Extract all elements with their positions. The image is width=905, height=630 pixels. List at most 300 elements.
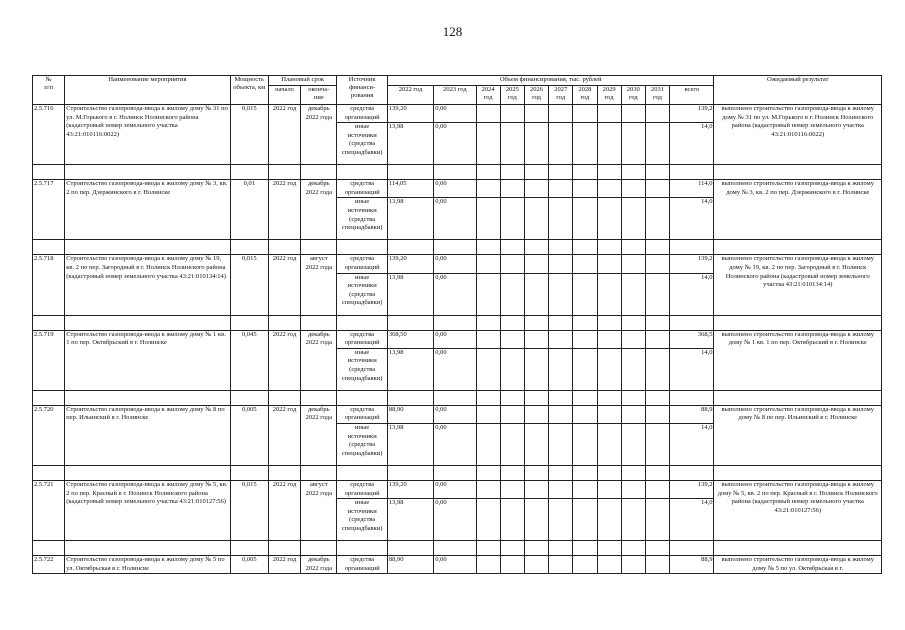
amount-empty [524,198,548,240]
end-date: декабрь 2022 года [301,105,337,165]
amount-empty [597,556,621,574]
amount-empty [597,198,621,240]
amount-empty [645,556,669,574]
amount-empty [500,273,524,315]
amount-2023: 0,00 [434,499,476,541]
spacer-cell [337,315,387,330]
funding-source: средства организаций [337,255,387,273]
spacer-cell [714,465,882,480]
spacer-cell [434,315,476,330]
header-end: оконча- ние [301,86,337,105]
amount-empty [500,123,524,165]
spacer-cell [500,465,524,480]
amount-empty [573,499,597,541]
spacer-cell [524,390,548,405]
spacer-cell [573,390,597,405]
spacer-cell [500,390,524,405]
amount-2023: 0,00 [434,180,476,198]
amount-empty [500,198,524,240]
amount-empty [549,180,573,198]
amount-empty [524,556,548,574]
amount-empty [621,198,645,240]
capacity-value: 0,01 [230,180,268,240]
amount-total: 139,2 [670,255,714,273]
amount-empty [524,255,548,273]
table-row [33,405,882,423]
spacer-cell [597,315,621,330]
spacer-cell [621,465,645,480]
amount-empty [645,348,669,390]
spacer-cell [476,240,500,255]
amount-total: 14,0 [670,348,714,390]
row-number: 2.5.716 [33,105,65,165]
start-date: 2022 год [268,255,300,315]
row-number: 2.5.721 [33,480,65,540]
spacer-row [33,465,882,480]
amount-empty [500,405,524,423]
amount-empty [645,273,669,315]
amount-total: 139,2 [670,480,714,498]
expected-result: выполнено строительство газопровода-ввода к жилому дому № 5 по ул. Октябрьская в г. [714,556,882,574]
amount-total: 88,9 [670,556,714,574]
expected-result: выполнено строительство газопровода-ввода к жилому дому № 31 по ул. М.Горького в г. Нолинск Нолинского района (кадастровый номер земельного участка 43:21:010116:0022) [714,105,882,165]
amount-empty [645,180,669,198]
amount-empty [500,348,524,390]
funding-table [32,75,882,574]
amount-empty [621,499,645,541]
spacer-cell [597,465,621,480]
capacity-value: 0,045 [230,330,268,390]
funding-source: средства организаций [337,405,387,423]
spacer-cell [476,541,500,556]
spacer-cell [337,390,387,405]
amount-empty [549,480,573,498]
spacer-cell [387,390,433,405]
amount-empty [597,423,621,465]
table-header [33,76,882,105]
header-source: Источник финанси- рования [337,76,387,105]
measure-name: Строительство газопровода-ввода к жилому дому № 5 по ул. Октябрьская в г. Нолинске [65,556,230,574]
amount-empty [621,405,645,423]
end-date: август 2022 года [301,480,337,540]
funding-source: средства организаций [337,105,387,123]
measure-name: Строительство газопровода-ввода к жилому дому № 3, кв. 2 по пер. Дзержинского в г. Нолинске [65,180,230,240]
amount-empty [524,405,548,423]
spacer-cell [714,315,882,330]
amount-empty [573,180,597,198]
amount-empty [476,198,500,240]
header-num: № п/п [33,76,65,105]
start-date: 2022 год [268,556,300,574]
amount-total: 88,9 [670,405,714,423]
amount-empty [573,255,597,273]
amount-empty [549,198,573,240]
amount-empty [500,180,524,198]
expected-result: выполнено строительство газопровода-ввода к жилому дому № 1 кв. 1 по пер. Октябрьский в г. Нолинске [714,330,882,390]
funding-source: средства организаций [337,556,387,574]
start-date: 2022 год [268,105,300,165]
amount-2023: 0,00 [434,123,476,165]
amount-empty [549,105,573,123]
spacer-cell [268,315,300,330]
amount-empty [645,198,669,240]
measure-name: Строительство газопровода-ввода к жилому дому № 5, кв. 2 по пер. Красный в г. Нолинск Нолинского района (кадастровый номер земельного участка 43:21:010127:56) [65,480,230,540]
row-number: 2.5.719 [33,330,65,390]
spacer-cell [268,390,300,405]
amount-empty [476,330,500,348]
amount-empty [549,423,573,465]
spacer-cell [670,465,714,480]
spacer-cell [645,315,669,330]
amount-empty [476,405,500,423]
amount-empty [621,330,645,348]
spacer-cell [434,390,476,405]
amount-empty [597,348,621,390]
spacer-cell [33,465,65,480]
header-year: 2031 год [645,86,669,105]
amount-2022: 13,98 [387,123,433,165]
amount-2022: 13,98 [387,348,433,390]
amount-total: 114,0 [670,180,714,198]
amount-empty [645,499,669,541]
spacer-cell [573,541,597,556]
spacer-cell [301,240,337,255]
spacer-cell [301,465,337,480]
spacer-cell [597,541,621,556]
header-year: 2027 год [549,86,573,105]
expected-result: выполнено строительство газопровода-ввода к жилому дому № 19, кв. 2 по пер. Загородный в г. Нолинск Нолинского района (кадастровый номер земельного участка 43:21:010134:14) [714,255,882,315]
amount-empty [621,123,645,165]
amount-empty [597,180,621,198]
header-total: всего [670,86,714,105]
amount-empty [524,180,548,198]
amount-empty [621,556,645,574]
end-date: декабрь 2022 года [301,180,337,240]
page-number: 128 [442,24,463,39]
table-row [33,556,882,574]
spacer-cell [645,165,669,180]
spacer-cell [301,390,337,405]
spacer-cell [33,390,65,405]
amount-empty [476,255,500,273]
amount-2022: 139,20 [387,105,433,123]
amount-empty [621,105,645,123]
spacer-cell [621,541,645,556]
amount-total: 14,0 [670,198,714,240]
spacer-cell [434,240,476,255]
spacer-row [33,240,882,255]
amount-empty [500,480,524,498]
row-number: 2.5.722 [33,556,65,574]
table-row [33,105,882,123]
start-date: 2022 год [268,480,300,540]
amount-empty [524,105,548,123]
funding-source: средства организаций [337,180,387,198]
amount-empty [500,330,524,348]
spacer-cell [714,541,882,556]
amount-empty [573,198,597,240]
amount-2022: 13,98 [387,198,433,240]
row-number: 2.5.717 [33,180,65,240]
spacer-cell [301,315,337,330]
start-date: 2022 год [268,180,300,240]
amount-empty [621,255,645,273]
spacer-cell [500,165,524,180]
header-name: Наименование мероприятия [65,76,230,105]
amount-2023: 0,00 [434,556,476,574]
measure-name: Строительство газопровода-ввода к жилому дому № 8 по пер. Ильинский в г. Нолинске [65,405,230,465]
amount-2023: 0,00 [434,480,476,498]
spacer-cell [337,165,387,180]
amount-empty [621,480,645,498]
amount-empty [476,480,500,498]
amount-empty [597,330,621,348]
spacer-cell [670,165,714,180]
amount-empty [573,273,597,315]
spacer-cell [65,165,230,180]
spacer-cell [714,390,882,405]
capacity-value: 0,005 [230,556,268,574]
spacer-cell [268,165,300,180]
spacer-cell [670,390,714,405]
amount-empty [573,480,597,498]
spacer-cell [387,240,433,255]
start-date: 2022 год [268,405,300,465]
amount-empty [597,273,621,315]
spacer-cell [524,541,548,556]
spacer-cell [573,165,597,180]
spacer-cell [337,240,387,255]
spacer-cell [230,390,268,405]
spacer-cell [714,165,882,180]
spacer-cell [714,240,882,255]
amount-total: 14,0 [670,273,714,315]
amount-2022: 88,90 [387,556,433,574]
amount-2023: 0,00 [434,273,476,315]
header-capacity: Мощность объекта, км [230,76,268,105]
spacer-cell [230,240,268,255]
spacer-cell [230,165,268,180]
amount-2022: 13,98 [387,423,433,465]
header-start: начало [268,86,300,105]
spacer-cell [65,390,230,405]
amount-empty [476,273,500,315]
spacer-cell [33,165,65,180]
spacer-cell [476,165,500,180]
spacer-cell [65,465,230,480]
spacer-cell [301,541,337,556]
funding-source: иные источники (средства спецнадбавки) [337,198,387,240]
header-year: 2022 год [387,86,433,105]
spacer-cell [434,465,476,480]
end-date: декабрь 2022 года [301,556,337,574]
amount-empty [549,405,573,423]
capacity-value: 0,015 [230,480,268,540]
spacer-cell [573,465,597,480]
spacer-cell [268,465,300,480]
funding-source: иные источники (средства спецнадбавки) [337,499,387,541]
amount-empty [476,105,500,123]
spacer-cell [549,390,573,405]
amount-empty [573,105,597,123]
header-plan-period: Плановый срок [268,76,337,86]
spacer-cell [524,315,548,330]
table-body [33,105,882,574]
spacer-cell [524,240,548,255]
funding-source: иные источники (средства спецнадбавки) [337,123,387,165]
table-row [33,480,882,498]
amount-empty [500,556,524,574]
header-year: 2030 год [621,86,645,105]
amount-2022: 368,50 [387,330,433,348]
spacer-cell [268,541,300,556]
spacer-cell [621,240,645,255]
end-date: декабрь 2022 года [301,330,337,390]
capacity-value: 0,015 [230,105,268,165]
amount-empty [597,480,621,498]
amount-2023: 0,00 [434,105,476,123]
spacer-cell [337,541,387,556]
amount-empty [476,556,500,574]
amount-2023: 0,00 [434,198,476,240]
amount-empty [621,423,645,465]
amount-2022: 88,90 [387,405,433,423]
spacer-cell [500,240,524,255]
amount-empty [621,348,645,390]
spacer-cell [387,315,433,330]
spacer-cell [337,465,387,480]
spacer-cell [597,165,621,180]
spacer-cell [33,240,65,255]
table-row [33,330,882,348]
header-result: Ожидаемый результат [714,76,882,105]
amount-empty [645,423,669,465]
amount-empty [524,480,548,498]
amount-empty [549,255,573,273]
amount-empty [500,105,524,123]
amount-empty [476,499,500,541]
amount-empty [549,348,573,390]
amount-2023: 0,00 [434,330,476,348]
amount-empty [524,273,548,315]
row-number: 2.5.720 [33,405,65,465]
capacity-value: 0,015 [230,255,268,315]
amount-empty [573,330,597,348]
amount-empty [597,499,621,541]
spacer-cell [621,390,645,405]
amount-total: 368,5 [670,330,714,348]
spacer-cell [476,390,500,405]
measure-name: Строительство газопровода-ввода к жилому дому № 1 кв. 1 по пер. Октябрьский в г. Нолинске [65,330,230,390]
header-funding: Объем финансирования, тыс. рублей [387,76,714,86]
spacer-cell [573,315,597,330]
spacer-cell [524,165,548,180]
amount-empty [476,180,500,198]
spacer-cell [301,165,337,180]
header-year: 2029 год [597,86,621,105]
amount-2023: 0,00 [434,423,476,465]
spacer-cell [476,315,500,330]
spacer-cell [230,315,268,330]
amount-empty [645,480,669,498]
amount-empty [573,556,597,574]
spacer-cell [549,315,573,330]
amount-empty [524,330,548,348]
spacer-cell [670,315,714,330]
spacer-cell [573,240,597,255]
spacer-cell [65,541,230,556]
spacer-cell [645,390,669,405]
spacer-cell [387,465,433,480]
amount-empty [549,556,573,574]
spacer-cell [500,541,524,556]
funding-source: иные источники (средства спецнадбавки) [337,273,387,315]
spacer-cell [268,240,300,255]
spacer-cell [549,240,573,255]
amount-empty [597,105,621,123]
expected-result: выполнено строительство газопровода-ввода к жилому дому № 5, кв. 2 по пер. Красный в г. Нолинск Нолинского района (кадастровый номер земельного участка 43:21:010127:56) [714,480,882,540]
amount-empty [549,499,573,541]
header-year: 2023 год [434,86,476,105]
spacer-cell [524,465,548,480]
amount-empty [597,405,621,423]
expected-result: выполнено строительство газопровода-ввода к жилому дому № 3, кв. 2 по пер. Дзержинского в г. Нолинске [714,180,882,240]
amount-2022: 139,20 [387,480,433,498]
expected-result: выполнено строительство газопровода-ввода к жилому дому № 8 по пер. Ильинский в г. Нолинске [714,405,882,465]
funding-source: средства организаций [337,330,387,348]
spacer-cell [434,541,476,556]
amount-empty [500,255,524,273]
amount-empty [524,499,548,541]
amount-empty [645,405,669,423]
amount-empty [476,423,500,465]
amount-2023: 0,00 [434,405,476,423]
amount-empty [573,348,597,390]
funding-source: иные источники (средства спецнадбавки) [337,423,387,465]
spacer-cell [387,541,433,556]
row-number: 2.5.718 [33,255,65,315]
measure-name: Строительство газопровода-ввода к жилому дому № 31 по ул. М.Горького в г. Нолинск Нолинского района (кадастровый номер земельного участка 43:21:010116:0022) [65,105,230,165]
amount-empty [476,348,500,390]
spacer-cell [621,315,645,330]
header-year: 2026 год [524,86,548,105]
amount-empty [597,123,621,165]
spacer-cell [597,240,621,255]
spacer-cell [230,541,268,556]
end-date: август 2022 года [301,255,337,315]
header-year: 2025 год [500,86,524,105]
amount-empty [573,123,597,165]
amount-empty [645,255,669,273]
amount-empty [573,405,597,423]
funding-source: средства организаций [337,480,387,498]
amount-empty [573,423,597,465]
spacer-row [33,390,882,405]
measure-name: Строительство газопровода-ввода к жилому дому № 19, кв. 2 по пер. Загородный в г. Нолинск Нолинского района (кадастровый номер земельного участка 43:21:010134:14) [65,255,230,315]
amount-total: 14,0 [670,123,714,165]
table-row [33,255,882,273]
spacer-cell [549,165,573,180]
spacer-cell [476,465,500,480]
spacer-cell [65,240,230,255]
spacer-cell [645,465,669,480]
spacer-cell [621,165,645,180]
header-year: 2024 год [476,86,500,105]
spacer-cell [230,465,268,480]
funding-source: иные источники (средства спецнадбавки) [337,348,387,390]
end-date: декабрь 2022 года [301,405,337,465]
spacer-cell [434,165,476,180]
